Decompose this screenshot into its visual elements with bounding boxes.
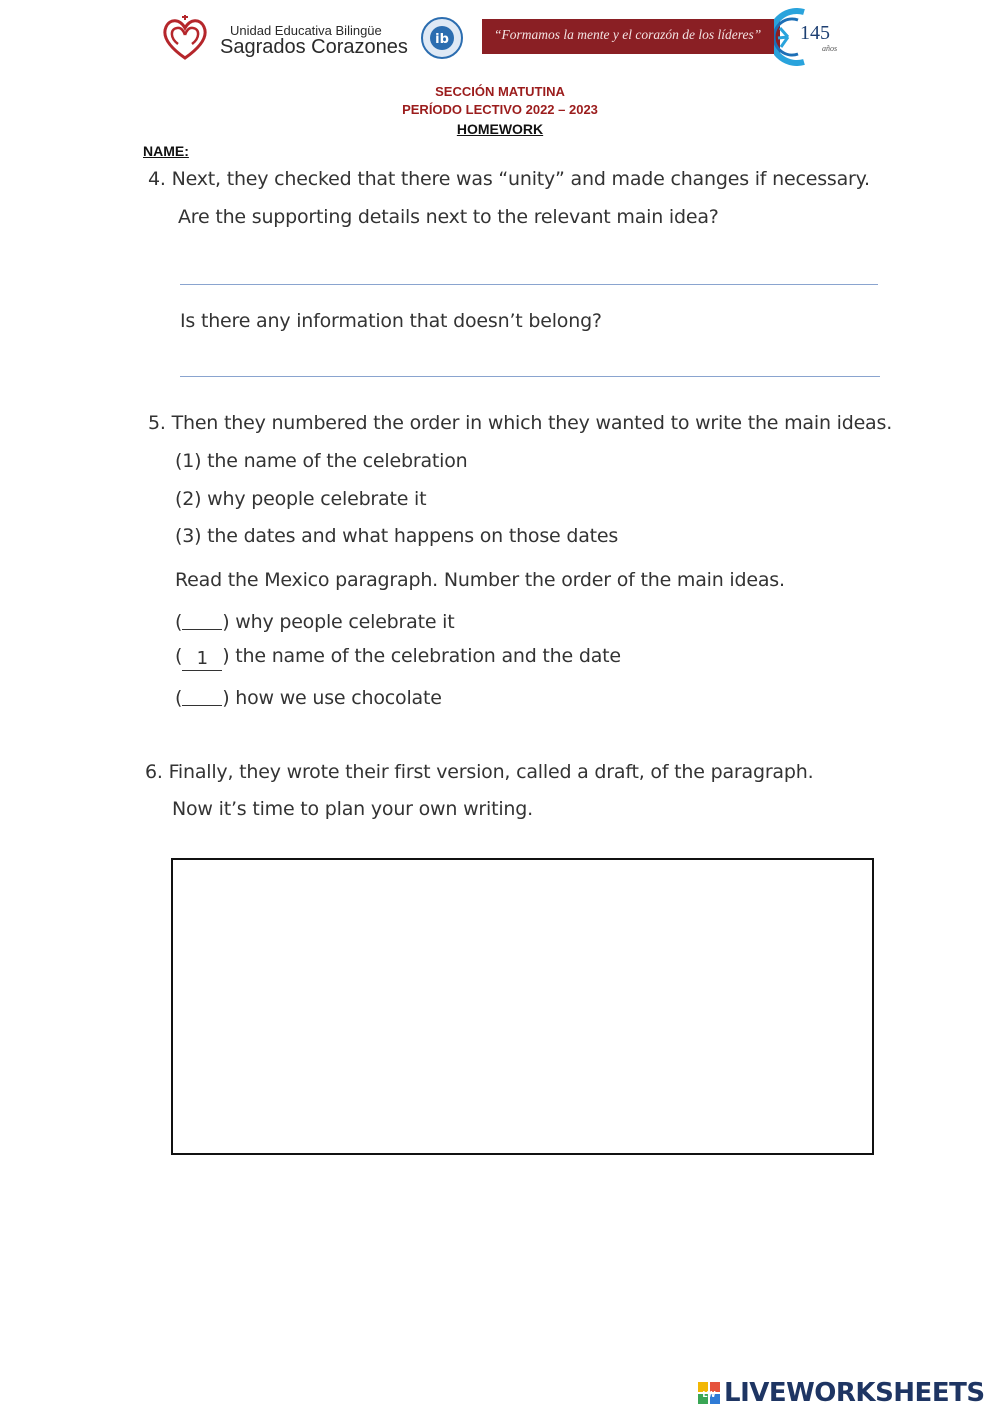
q5-order-input-3[interactable]	[182, 683, 222, 706]
svg-text:ib: ib	[435, 32, 449, 47]
anniversary-number: 145	[800, 22, 830, 44]
school-name-line2: Sagrados Corazones	[220, 36, 408, 58]
q5-order-input-2[interactable]: 1	[182, 648, 222, 671]
q6-title: 6. Finally, they wrote their first version, called a draft, of the paragraph.	[145, 761, 814, 783]
q4-answer-1-input[interactable]	[180, 260, 878, 282]
q6-subtitle: Now it’s time to plan your own writing.	[172, 798, 533, 820]
q4-question-2: Is there any information that doesn’t belong?	[180, 310, 602, 332]
liveworksheets-brand: LIVEWORKSHEETS	[724, 1378, 985, 1408]
q5-list-item: (3) the dates and what happens on those dates	[175, 525, 619, 547]
q5-order-text-3: ) how we use chocolate	[222, 687, 442, 709]
q5-instruction: Read the Mexico paragraph. Number the order of the main ideas.	[175, 569, 785, 591]
q5-order-item-1: ( ) why people celebrate it	[175, 607, 455, 633]
section-title: SECCIÓN MATUTINA	[435, 84, 565, 99]
homework-label: HOMEWORK	[456, 121, 544, 137]
liveworksheets-icon-letters: LW	[702, 1390, 716, 1399]
q5-order-item-2: ( 1 ) the name of the celebration and the date	[175, 645, 621, 669]
q4-title: 4. Next, they checked that there was “unity” and made changes if necessary.	[148, 168, 870, 190]
school-name-line1: Unidad Educativa Bilingüe	[230, 23, 382, 38]
q4-answer-2-line	[180, 376, 880, 377]
q5-title: 5. Then they numbered the order in which they wanted to write the main ideas.	[148, 412, 893, 434]
q5-order-text-1: ) why people celebrate it	[222, 611, 455, 633]
ib-logo-icon	[420, 16, 464, 60]
q5-order-input-1[interactable]	[182, 607, 222, 630]
name-label: NAME:	[143, 143, 189, 159]
q5-order-text-2: ) the name of the celebration and the date	[222, 645, 621, 667]
anniversary-sub: años	[822, 44, 838, 53]
q4-answer-2-input[interactable]	[180, 352, 880, 374]
school-logo-icon	[160, 14, 210, 62]
q4-question-1: Are the supporting details next to the relevant main idea?	[178, 206, 719, 228]
q4-answer-1-line	[180, 284, 878, 285]
period-title: PERÍODO LECTIVO 2022 – 2023	[402, 102, 598, 117]
liveworksheets-logo-icon	[698, 1382, 720, 1404]
q5-list-item: (2) why people celebrate it	[175, 488, 427, 510]
draft-textbox[interactable]	[171, 858, 874, 1155]
q5-order-item-3: ( ) how we use chocolate	[175, 683, 442, 709]
homework-title	[0, 121, 1000, 137]
q5-list-item: (1) the name of the celebration	[175, 450, 468, 472]
motto-text: “Formamos la mente y el corazón de los líderes”	[494, 27, 762, 42]
